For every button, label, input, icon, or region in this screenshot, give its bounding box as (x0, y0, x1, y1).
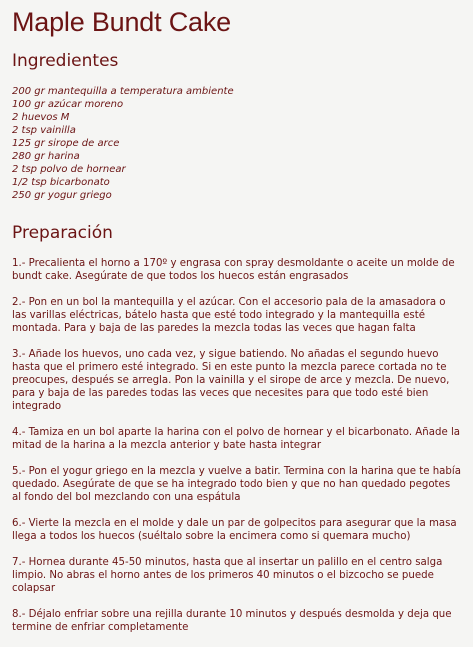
recipe-page (12, 6, 461, 647)
ingredient-item: 2 tsp polvo de hornear (12, 164, 126, 175)
ingredient-item: 280 gr harina (12, 151, 80, 162)
ingredient-item: 2 tsp vainilla (12, 125, 76, 136)
step-item: 8.- Déjalo enfriar sobre una rejilla durante 10 minutos y después desmolda y deja que termine de enfriar completamente (12, 609, 452, 633)
ingredient-item: 250 gr yogur griego (12, 190, 112, 201)
recipe-title: Maple Bundt Cake (12, 7, 231, 37)
step-item: 2.- Pon en un bol la mantequilla y el azúcar. Con el accesorio pala de la amasadora o las varillas eléctricas, bátelo hasta que esté todo integrado y la mantequilla esté montada. Para y baja de las paredes la mezcla todas las veces que hagan falta (12, 297, 446, 334)
step-item: 1.- Precalienta el horno a 170º y engrasa con spray desmoldante o aceite un molde de bundt cake. Asegúrate de que todos los huecos están engrasados (12, 258, 455, 282)
ingredients-list (12, 85, 461, 202)
preparation-steps (12, 257, 461, 634)
step-item: 5.- Pon el yogur griego en la mezcla y vuelve a batir. Termina con la harina que te había quedado. Asegúrate de que se ha integrado todo bien y que no han quedado pegotes al fondo del bol mezclando con una espátula (12, 466, 461, 503)
ingredient-item: 1/2 tsp bicarbonato (12, 177, 110, 188)
step-item: 6.- Vierte la mezcla en el molde y dale un par de golpecitos para asegurar que la masa llega a todos los huecos (suéltalo sobre la encimera como si quemara mucho) (12, 518, 457, 542)
ingredients-heading: Ingredientes (12, 51, 119, 71)
step-item: 7.- Hornea durante 45-50 minutos, hasta que al insertar un palillo en el centro salga limpio. No abras el horno antes de los primeros 40 minutos o el bizcocho se puede colapsar (12, 557, 443, 594)
ingredient-item: 100 gr azúcar moreno (12, 99, 124, 110)
ingredient-item: 125 gr sirope de arce (12, 138, 120, 149)
ingredient-item: 2 huevos M (12, 112, 70, 123)
ingredient-item: 200 gr mantequilla a temperatura ambiente (12, 86, 234, 97)
preparation-heading: Preparación (12, 223, 113, 243)
step-item: 4.- Tamiza en un bol aparte la harina con el polvo de hornear y el bicarbonato. Añade la mitad de la harina a la mezcla anterior y bate hasta integrar (12, 427, 461, 451)
step-item: 3.- Añade los huevos, uno cada vez, y sigue batiendo. No añadas el segundo huevo hasta que el primero esté integrado. Si en este punto la mezcla parece cortada no te preocupes, después se arregla. Pon la vainilla y el sirope de arce y mezcla. De nuevo, para y baja de las paredes todas las veces que necesites para que todo esté bien integrado (12, 349, 450, 412)
